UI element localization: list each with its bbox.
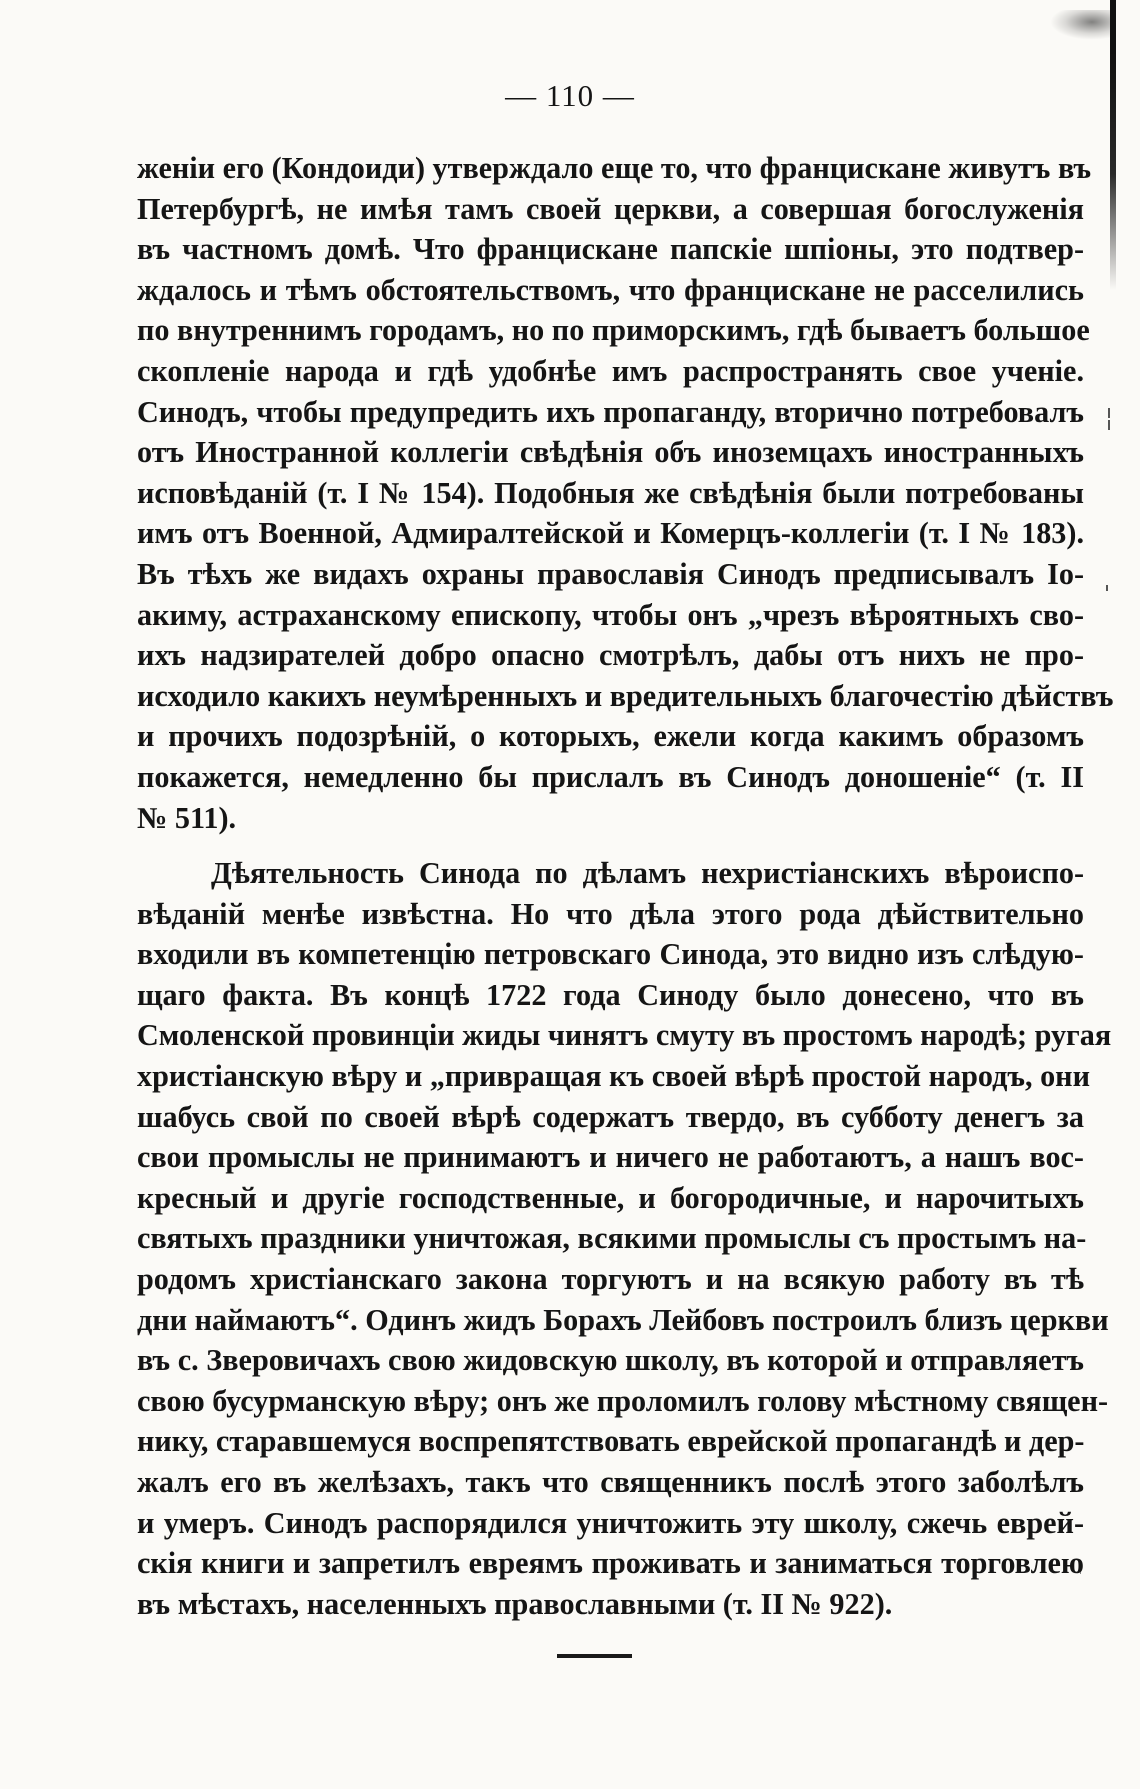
text-line: дни наймаютъ“. Одинъ жидъ Борахъ Лейбовъ построилъ близъ церкви [137,1302,1109,1337]
text-line: акиму, астраханскому епископу, чтобы онъ „чрезъ вѣроятныхъ сво- [137,597,1084,632]
paragraph-gap [137,838,1084,853]
text-line: Въ тѣхъ же видахъ охраны православія Синодъ предписывалъ Іо- [137,556,1084,591]
text-line: ждалось и тѣмъ обстоятельствомъ, что францискане не расселились [137,272,1084,307]
text-line: Синодъ, чтобы предупредить ихъ пропаганду, вторично потребовалъ [137,394,1084,429]
text-line: женіи его (Кондоиди) утверждало еще то, что францискане живутъ въ [137,151,1092,185]
text-line: Петербургѣ, не имѣя тамъ своей церкви, а совершая богослуженія [137,191,1084,226]
page-number: — 110 — [505,78,635,113]
text-line: Дѣятельность Синода по дѣламъ нехристіанскихъ вѣроиспо- [211,856,1084,891]
text-line: христіанскую вѣру и „привращая къ своей вѣрѣ простой народъ, они [137,1059,1090,1094]
text-line: вѣданій менѣе извѣстна. Но что дѣла этого рода дѣйствительно [137,896,1084,931]
section-end-rule [557,1654,632,1658]
text-line: шабусь свой по своей вѣрѣ содержатъ твердо, въ субботу денегъ за [137,1099,1084,1134]
text-line: кресный и другіе господственные, и богородичные, и нарочитыхъ [137,1180,1084,1215]
text-line: нику, старавшемуся воспрепятствовать еврейской пропагандѣ и дер- [137,1424,1085,1459]
text-line: свою бусурманскую вѣру; онъ же проломилъ голову мѣстному священ- [137,1383,1109,1418]
text-line: щаго факта. Въ концѣ 1722 года Синоду было донесено, что въ [137,977,1084,1012]
text-line: имъ отъ Военной, Адмиралтейской и Комерцъ-коллегіи (т. I № 183). [137,516,1084,551]
text-line: въ частномъ домѣ. Что францискане папскіе шпіоны, это подтвер- [137,232,1084,267]
text-line: святыхъ праздники уничтожая, всякими промыслы съ простымъ на- [137,1221,1087,1256]
scan-smudge [1050,10,1110,40]
body-text [137,148,1114,1624]
page-edge-shadow [1110,0,1116,290]
text-line: жалъ его въ желѣзахъ, такъ что священникъ послѣ этого заболѣлъ [137,1465,1084,1499]
scan-speck [1106,585,1108,591]
scan-speck [1108,420,1110,430]
paragraph [137,853,1112,1624]
text-line: входили въ компетенцію петровскаго Синода, это видно изъ слѣдую- [137,937,1084,972]
scan-speck [1108,408,1110,418]
text-line: ихъ надзирателей добро опасно смотрѣлъ, дабы отъ нихъ не про- [137,638,1084,673]
text-line: исходило какихъ неумѣренныхъ и вредительныхъ благочестію дѣйствъ [137,678,1114,713]
text-line: Смоленской провинціи жиды чинятъ смуту въ простомъ народѣ; ругая [137,1018,1112,1053]
text-line: покажется, немедленно бы прислалъ въ Синодъ доношеніе“ (т. II [137,759,1084,794]
text-line: скія книги и запретилъ евреямъ проживать и заниматься торговлею [137,1546,1084,1581]
text-line: по внутреннимъ городамъ, но по приморскимъ, гдѣ бываетъ большое [137,313,1090,348]
text-line: отъ Иностранной коллегіи свѣдѣнія объ иноземцахъ иностранныхъ [137,435,1084,470]
text-line: родомъ христіанскаго закона торгуютъ и на всякую работу въ тѣ [137,1262,1084,1297]
paragraph [137,148,1114,838]
text-line: исповѣданій (т. I № 154). Подобныя же свѣдѣнія были потребованы [137,475,1084,510]
text-line: и умеръ. Синодъ распорядился уничтожить эту школу, сжечь еврей- [137,1505,1084,1540]
text-line: скопленіе народа и гдѣ удобнѣе имъ распространять свое ученіе. [137,353,1084,388]
text-line: въ с. Зверовичахъ свою жидовскую школу, въ которой и отправляетъ [137,1343,1084,1378]
text-line: въ мѣстахъ, населенныхъ православными (т. II № 922). [137,1586,893,1621]
text-line: № 511). [137,800,237,835]
text-line: свои промыслы не принимаютъ и ничего не работаютъ, а нашъ вос- [137,1140,1084,1175]
text-line: и прочихъ подозрѣній, о которыхъ, ежели когда какимъ образомъ [137,719,1084,754]
